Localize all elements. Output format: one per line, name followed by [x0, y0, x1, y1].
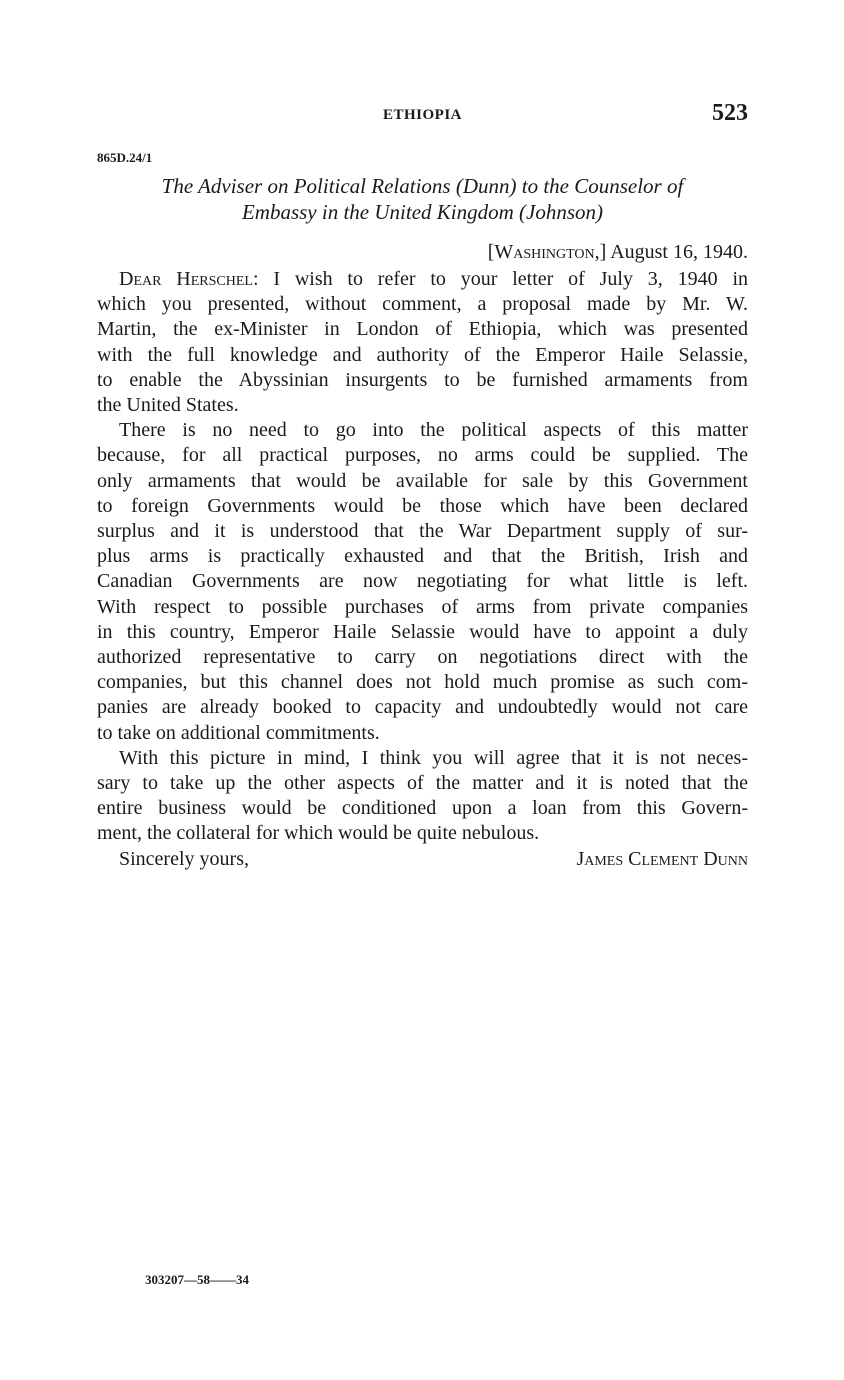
paragraph-2: [97, 418, 748, 746]
paragraph-2-line-2: because, for all practical purposes, no arms could be supplied. The: [97, 444, 748, 467]
document-page: [97, 0, 748, 1380]
paragraph-1: [97, 267, 748, 418]
salutation: Dear Herschel:: [119, 268, 259, 290]
complimentary-close: Sincerely yours,: [119, 848, 249, 870]
paragraph-2-line-10: authorized representative to carry on negotiations direct with the: [97, 646, 748, 669]
paragraph-2-line-1: There is no need to go into the political aspects of this matter: [119, 419, 748, 442]
page-number: 523: [712, 100, 748, 126]
paragraph-1-line-5: to enable the Abyssinian insurgents to be furnished armaments from: [97, 368, 748, 391]
document-title: [97, 173, 748, 225]
paragraph-2-line-11: companies, but this channel does not hold much promise as such com-: [97, 671, 748, 694]
document-title-line-2: Embassy in the United Kingdom (Johnson): [241, 200, 604, 224]
paragraph-2-line-13: to take on additional commitments.: [97, 721, 380, 744]
paragraph-2-line-4: to foreign Governments would be those which have been declared: [97, 494, 748, 517]
paragraph-2-line-7: Canadian Governments are now negotiating for what little is left.: [97, 570, 748, 593]
paragraph-2-line-12: panies are already booked to capacity and undoubtedly would not care: [97, 696, 748, 719]
dateline-place: [Washington,]: [487, 241, 607, 263]
paragraph-3: [97, 746, 748, 847]
signature: James Clement Dunn: [576, 848, 748, 870]
dateline: [488, 240, 748, 265]
printer-code: 303207—58——34: [145, 1272, 249, 1287]
running-head: [97, 100, 748, 134]
document-title-line-1: The Adviser on Political Relations (Dunn) to the Counselor of: [161, 174, 684, 198]
paragraph-2-line-6: plus arms is practically exhausted and that the British, Irish and: [97, 545, 748, 568]
paragraph-1-line-6: the United States.: [97, 394, 239, 417]
dateline-date: August 16, 1940.: [610, 241, 748, 263]
section-title: ETHIOPIA: [382, 107, 462, 123]
paragraph-3-line-3: entire business would be conditioned upon a loan from this Govern-: [97, 797, 748, 820]
paragraph-1-line-2: which you presented, without comment, a proposal made by Mr. W.: [97, 293, 748, 316]
letter-body: [97, 267, 748, 847]
paragraph-3-line-4: ment, the collateral for which would be quite nebulous.: [97, 822, 540, 845]
paragraph-2-line-3: only armaments that would be available for sale by this Government: [97, 469, 748, 492]
paragraph-2-line-9: in this country, Emperor Haile Selassie would have to appoint a duly: [97, 620, 748, 643]
paragraph-1-line-4: with the full knowledge and authority of the Emperor Haile Selassie,: [97, 343, 748, 366]
paragraph-1-line-1-text: I wish to refer to your letter of July 3, 1940 in: [273, 268, 749, 290]
paragraph-2-line-8: With respect to possible purchases of arms from private companies: [97, 595, 748, 618]
file-number: 865D.24/1: [97, 150, 153, 165]
paragraph-3-line-1: With this picture in mind, I think you will agree that it is not neces-: [119, 746, 748, 769]
paragraph-1-line-3: Martin, the ex-Minister in London of Ethiopia, which was presented: [97, 318, 748, 341]
paragraph-2-line-5: surplus and it is understood that the War Department supply of sur-: [97, 520, 748, 543]
letter-closing: [97, 847, 748, 873]
paragraph-3-line-2: sary to take up the other aspects of the matter and it is noted that the: [97, 772, 748, 795]
paragraph-1-line-1: [97, 267, 748, 292]
